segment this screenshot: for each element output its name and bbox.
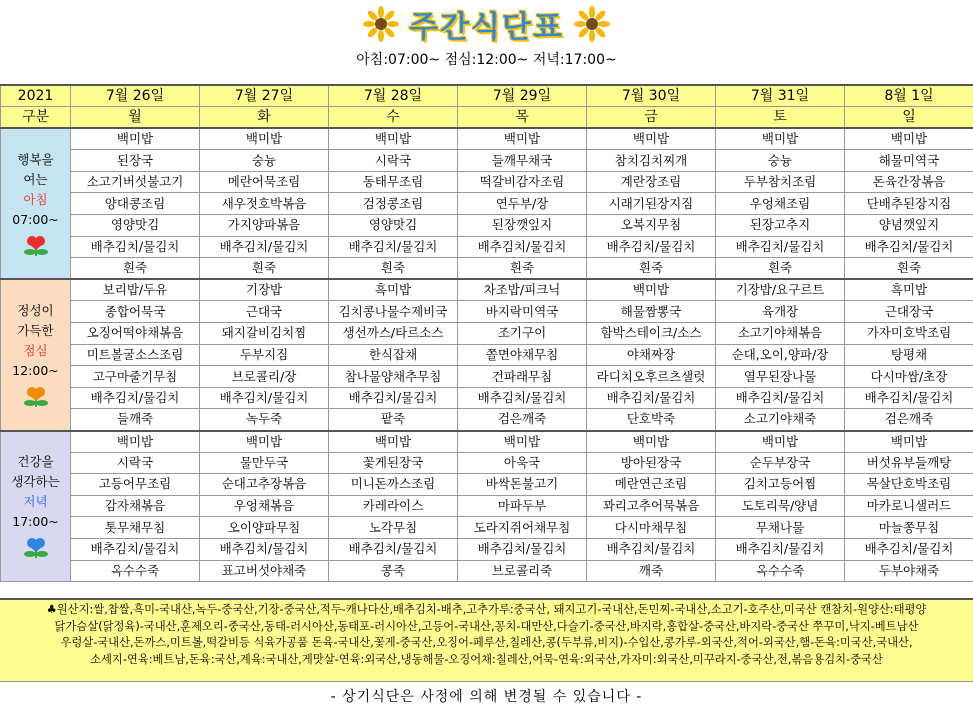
menu-item: 쫄면야채무침 — [458, 344, 587, 366]
menu-item: 배추김치/물김치 — [71, 538, 200, 560]
menu-item: 건파래무침 — [458, 366, 587, 388]
date-cell: 7월 27일 — [200, 85, 329, 107]
breakfast-row — [1, 171, 973, 193]
dinner-row — [1, 452, 973, 474]
date-cell: 7월 28일 — [329, 85, 458, 107]
menu-item: 백미밥 — [845, 431, 973, 453]
menu-item: 카레라이스 — [329, 495, 458, 517]
menu-item: 백미밥 — [329, 128, 458, 150]
menu-item: 우엉채조림 — [716, 193, 845, 215]
menu-item: 김치콩나물수제비국 — [329, 301, 458, 323]
menu-item: 배추김치/물김치 — [200, 236, 329, 258]
sunflower-icon — [363, 6, 399, 42]
menu-item: 백미밥 — [716, 128, 845, 150]
menu-item: 옥수수죽 — [71, 560, 200, 582]
meal-times: 아침:07:00~ 점심:12:00~ 저녁:17:00~ — [356, 52, 617, 68]
menu-item: 미트볼굴소스조림 — [71, 344, 200, 366]
menu-item: 종합어묵국 — [71, 301, 200, 323]
menu-item: 흰죽 — [200, 258, 329, 280]
meal-time: 12:00~ — [12, 362, 59, 378]
date-row — [1, 85, 973, 107]
flower-icon — [21, 536, 51, 560]
breakfast-row — [1, 258, 973, 280]
menu-item: 배추김치/물김치 — [845, 538, 973, 560]
menu-item: 흰죽 — [845, 258, 973, 280]
menu-item: 된장고추지 — [716, 215, 845, 237]
menu-item: 검은깨죽 — [458, 409, 587, 431]
menu-item: 백미밥 — [587, 128, 716, 150]
day-cell: 토 — [716, 107, 845, 129]
menu-item: 참치김치찌개 — [587, 150, 716, 172]
menu-item: 목살단호박조림 — [845, 474, 973, 496]
origin-line: 소세지-연육:베트남,돈육:국산,계육:국내산,게맛살-연육:외국산,냉동해물-오징어채:칠레산,어묵-연육:외국산,가자미:외국산,미꾸라지-중국산,전,볶음용김치-중국산 — [90, 652, 883, 666]
menu-item: 백미밥 — [329, 431, 458, 453]
meal-slogan: 행복을 여는 — [17, 151, 54, 187]
menu-item: 흰죽 — [587, 258, 716, 280]
menu-item: 배추김치/물김치 — [716, 538, 845, 560]
menu-item: 근대국 — [200, 301, 329, 323]
menu-item: 순대고추장볶음 — [200, 474, 329, 496]
menu-item: 무채나물 — [716, 517, 845, 539]
menu-item: 해물짬뽕국 — [587, 301, 716, 323]
menu-item: 다시마쌈/초장 — [845, 366, 973, 388]
menu-item: 노각무침 — [329, 517, 458, 539]
menu-item: 버섯유부들깨탕 — [845, 452, 973, 474]
menu-item: 생선까스/타르소스 — [329, 323, 458, 345]
lunch-row — [1, 366, 973, 388]
date-cell: 7월 29일 — [458, 85, 587, 107]
menu-item: 흰죽 — [329, 258, 458, 280]
menu-item: 시락국 — [329, 150, 458, 172]
dinner-row — [1, 560, 973, 582]
menu-item: 가자미호박조림 — [845, 323, 973, 345]
menu-item: 한식잡채 — [329, 344, 458, 366]
menu-item: 조기구이 — [458, 323, 587, 345]
meal-name: 저녁 — [23, 494, 48, 510]
menu-item: 차조밥/피크닉 — [458, 279, 587, 301]
menu-item: 배추김치/물김치 — [716, 236, 845, 258]
menu-item: 계란장조림 — [587, 171, 716, 193]
menu-item: 배추김치/물김치 — [329, 236, 458, 258]
menu-item: 브로콜리죽 — [458, 560, 587, 582]
origin-line: 닭가슴살(닭정육)-국내산,훈제오리-중국산,동태-러시아산,동태포-러시아산,고등어-국내산,꽁치-대만산,다슬기-중국산,바지락,홍합살-중국산,바지락-중국산 쭈꾸미,낙지-베트남산 — [54, 619, 919, 633]
menu-item: 보리밥/두유 — [71, 279, 200, 301]
menu-item: 백미밥 — [587, 279, 716, 301]
menu-item: 근대장국 — [845, 301, 973, 323]
menu-item: 표고버섯야채죽 — [200, 560, 329, 582]
menu-item: 영양맛김 — [71, 215, 200, 237]
menu-item: 백미밥 — [200, 128, 329, 150]
dinner-row — [1, 538, 973, 560]
menu-item: 배추김치/물김치 — [71, 236, 200, 258]
menu-item: 연두부/장 — [458, 193, 587, 215]
menu-item: 흑미밥 — [329, 279, 458, 301]
menu-item: 함박스테이크/소스 — [587, 323, 716, 345]
menu-item: 두부야채죽 — [845, 560, 973, 582]
title-row — [0, 4, 973, 44]
breakfast-row — [1, 236, 973, 258]
menu-item: 열무된장나물 — [716, 366, 845, 388]
menu-item: 콩죽 — [329, 560, 458, 582]
menu-item: 미니돈까스조림 — [329, 474, 458, 496]
menu-item: 바싹돈불고기 — [458, 474, 587, 496]
sunflower-icon — [574, 6, 610, 42]
meal-slogan: 정성이 가득한 — [17, 302, 54, 338]
menu-item: 두부참치조림 — [716, 171, 845, 193]
dinner-row — [1, 431, 973, 453]
day-cell: 금 — [587, 107, 716, 129]
menu-item: 마파두부 — [458, 495, 587, 517]
menu-item: 가지양파볶음 — [200, 215, 329, 237]
day-cell: 화 — [200, 107, 329, 129]
meal-name: 점심 — [23, 342, 48, 358]
menu-item: 라디치오후르츠샐럿 — [587, 366, 716, 388]
day-cell: 목 — [458, 107, 587, 129]
dinner-row — [1, 495, 973, 517]
menu-item: 배추김치/물김치 — [200, 538, 329, 560]
menu-item: 배추김치/물김치 — [458, 387, 587, 409]
menu-item: 백미밥 — [587, 431, 716, 453]
menu-item: 시래기된장지짐 — [587, 193, 716, 215]
menu-item: 소고기야채볶음 — [716, 323, 845, 345]
breakfast-row — [1, 128, 973, 150]
menu-item: 기장밥/요구르트 — [716, 279, 845, 301]
meal-name: 아침 — [23, 191, 48, 207]
menu-item: 고등어무조림 — [71, 474, 200, 496]
menu-item: 배추김치/물김치 — [587, 387, 716, 409]
menu-item: 흑미밥 — [845, 279, 973, 301]
flower-icon — [21, 234, 51, 258]
day-row — [1, 107, 973, 129]
menu-item: 방아된장국 — [587, 452, 716, 474]
menu-item: 팥죽 — [329, 409, 458, 431]
menu-item: 배추김치/물김치 — [587, 236, 716, 258]
lunch-row — [1, 387, 973, 409]
menu-item: 숭늉 — [200, 150, 329, 172]
menu-item: 기장밥 — [200, 279, 329, 301]
menu-item: 배추김치/물김치 — [458, 538, 587, 560]
menu-item: 도라지쥐어채무침 — [458, 517, 587, 539]
menu-item: 아욱국 — [458, 452, 587, 474]
menu-item: 깨죽 — [587, 560, 716, 582]
menu-item: 바지락미역국 — [458, 301, 587, 323]
menu-item: 배추김치/물김치 — [845, 236, 973, 258]
breakfast-row — [1, 193, 973, 215]
menu-item: 백미밥 — [458, 431, 587, 453]
menu-item: 오이양파무침 — [200, 517, 329, 539]
year-cell: 2021 — [1, 85, 71, 107]
menu-body — [1, 128, 973, 581]
menu-item: 흰죽 — [716, 258, 845, 280]
lunch-row — [1, 301, 973, 323]
menu-item: 동태무조림 — [329, 171, 458, 193]
dinner-row — [1, 474, 973, 496]
menu-item: 들깨죽 — [71, 409, 200, 431]
origin-line: 우렁살-국내산,돈까스,미트볼,떡갈비등 식육가공품 돈육-국내산,꽃게-중국산,오징어-페루산,칠레산,콩(두부류,비지)-수입산,콩가루-외국산,적어-외국산,햄-돈육:미국산,국내산, — [60, 636, 913, 649]
menu-item: 마늘쫑무침 — [845, 517, 973, 539]
menu-item: 단배추된장지짐 — [845, 193, 973, 215]
menu-item: 배추김치/물김치 — [71, 387, 200, 409]
menu-item: 해물미역국 — [845, 150, 973, 172]
lunch-row — [1, 344, 973, 366]
menu-item: 물만두국 — [200, 452, 329, 474]
menu-item: 오복지무침 — [587, 215, 716, 237]
menu-item: 야채짜장 — [587, 344, 716, 366]
menu-item: 감자채볶음 — [71, 495, 200, 517]
dinner-label — [1, 431, 71, 582]
menu-item: 육개장 — [716, 301, 845, 323]
menu-item: 소고기야채죽 — [716, 409, 845, 431]
menu-item: 흰죽 — [71, 258, 200, 280]
meal-time: 17:00~ — [12, 514, 59, 530]
menu-item: 검정콩조림 — [329, 193, 458, 215]
lunch-label — [1, 279, 71, 430]
lunch-row — [1, 409, 973, 431]
date-cell: 7월 26일 — [71, 85, 200, 107]
menu-item: 흰죽 — [458, 258, 587, 280]
menu-item: 브로콜리/장 — [200, 366, 329, 388]
menu-item: 순두부장국 — [716, 452, 845, 474]
menu-item: 메란연근조림 — [587, 474, 716, 496]
menu-item: 배추김치/물김치 — [716, 387, 845, 409]
menu-item: 검은깨죽 — [845, 409, 973, 431]
menu-item: 된장국 — [71, 150, 200, 172]
lunch-row — [1, 279, 973, 301]
menu-item: 백미밥 — [71, 431, 200, 453]
menu-item: 백미밥 — [845, 128, 973, 150]
menu-item: 탕평채 — [845, 344, 973, 366]
menu-item: 백미밥 — [716, 431, 845, 453]
menu-item: 메란어묵조림 — [200, 171, 329, 193]
date-cell: 8월 1일 — [845, 85, 973, 107]
menu-item: 오징어떡야채볶음 — [71, 323, 200, 345]
origin-info — [0, 598, 973, 682]
menu-item: 도토리묵/양념 — [716, 495, 845, 517]
menu-item: 옥수수죽 — [716, 560, 845, 582]
menu-item: 돈육간장볶음 — [845, 171, 973, 193]
menu-item: 꽃게된장국 — [329, 452, 458, 474]
flower-icon — [21, 385, 51, 409]
menu-item: 톳무채무침 — [71, 517, 200, 539]
meal-slogan: 건강을 생각하는 — [11, 454, 60, 490]
menu-item: 마카로니샐러드 — [845, 495, 973, 517]
menu-item: 숭늉 — [716, 150, 845, 172]
lunch-row — [1, 323, 973, 345]
menu-item: 단호박죽 — [587, 409, 716, 431]
dinner-row — [1, 517, 973, 539]
menu-item: 소고기버섯불고기 — [71, 171, 200, 193]
meal-time: 07:00~ — [12, 211, 59, 227]
menu-item: 돼지갈비김치찜 — [200, 323, 329, 345]
menu-item: 두부지짐 — [200, 344, 329, 366]
menu-item: 백미밥 — [200, 431, 329, 453]
day-cell: 수 — [329, 107, 458, 129]
breakfast-label — [1, 128, 71, 279]
header — [0, 0, 973, 82]
menu-item: 배추김치/물김치 — [200, 387, 329, 409]
breakfast-row — [1, 215, 973, 237]
menu-item: 배추김치/물김치 — [458, 236, 587, 258]
menu-item: 순대,오이,양파/장 — [716, 344, 845, 366]
menu-item: 꽈리고추어묵볶음 — [587, 495, 716, 517]
menu-item: 양대콩조림 — [71, 193, 200, 215]
menu-item: 고구마줄기무침 — [71, 366, 200, 388]
menu-item: 배추김치/물김치 — [329, 538, 458, 560]
menu-item: 시락국 — [71, 452, 200, 474]
menu-item: 새우젓호박볶음 — [200, 193, 329, 215]
menu-item: 우엉채볶음 — [200, 495, 329, 517]
menu-item: 영양맛김 — [329, 215, 458, 237]
day-cell: 일 — [845, 107, 973, 129]
menu-item: 녹두죽 — [200, 409, 329, 431]
menu-item: 떡갈비감자조림 — [458, 171, 587, 193]
day-cell: 월 — [71, 107, 200, 129]
footer-notice: - 상기식단은 사정에 의해 변경될 수 있습니다 - — [330, 689, 643, 705]
menu-item: 들깨무채국 — [458, 150, 587, 172]
gubun-cell: 구분 — [1, 107, 71, 129]
menu-item: 다시마채무침 — [587, 517, 716, 539]
menu-item: 백미밥 — [458, 128, 587, 150]
menu-item: 배추김치/물김치 — [845, 387, 973, 409]
weekly-menu-table — [0, 84, 973, 582]
origin-line: ♣원산지:쌀,찹쌀,흑미-국내산,녹두-중국산,기장-중국산,적두-캐나다산,배추김치-배추,고추가루:중국산, 돼지고기-국내산,돈민찌-국내산,소고기-호주산,미국산 캔참치-원양산:태평양 — [46, 603, 927, 616]
menu-item: 참나물양채추무침 — [329, 366, 458, 388]
date-cell: 7월 31일 — [716, 85, 845, 107]
menu-item: 된장깻잎지 — [458, 215, 587, 237]
menu-item: 배추김치/물김치 — [329, 387, 458, 409]
date-cell: 7월 30일 — [587, 85, 716, 107]
menu-item: 백미밥 — [71, 128, 200, 150]
breakfast-row — [1, 150, 973, 172]
menu-item: 배추김치/물김치 — [587, 538, 716, 560]
page-title: 주간식단표 — [409, 10, 564, 45]
menu-item: 양념깻잎지 — [845, 215, 973, 237]
menu-item: 김치고등어찜 — [716, 474, 845, 496]
